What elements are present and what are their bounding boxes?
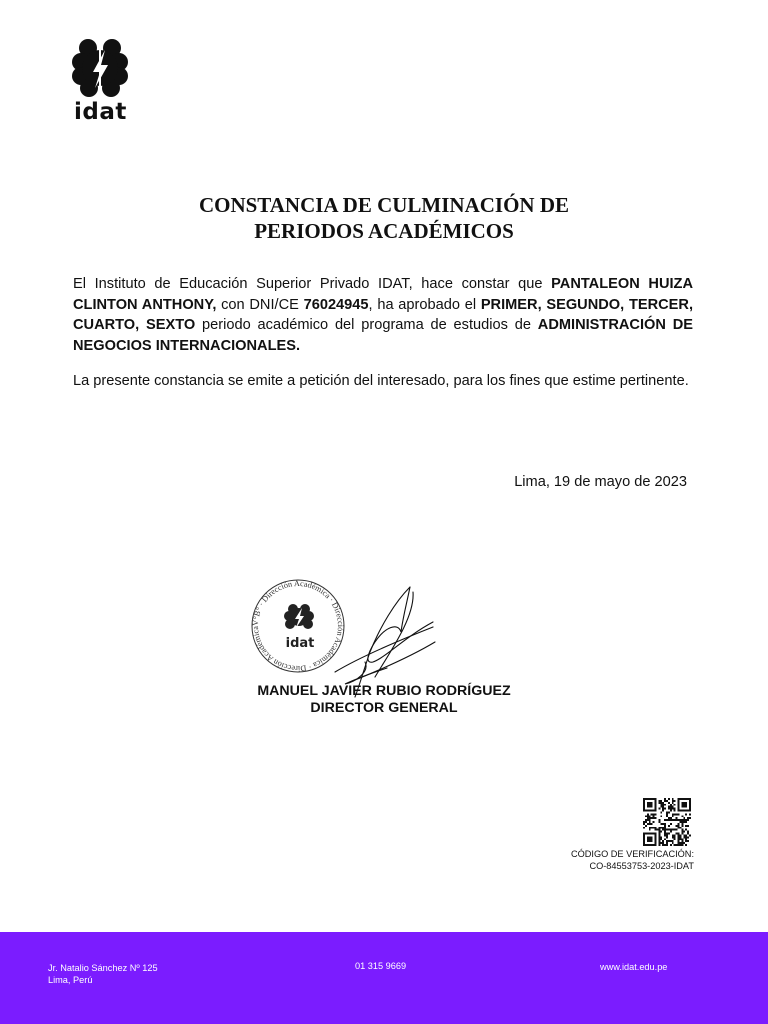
footer-bar bbox=[0, 932, 768, 1024]
verification-code: CO-84553753-2023-IDAT bbox=[589, 861, 694, 871]
verification-block bbox=[571, 848, 694, 872]
signer-name: MANUEL JAVIER RUBIO RODRÍGUEZ bbox=[257, 683, 511, 699]
qr-code[interactable] bbox=[643, 798, 691, 851]
idat-logo bbox=[70, 38, 132, 125]
idat-brain-bolt-icon bbox=[72, 38, 128, 100]
approved-periods: PRIMER, SEGUNDO, TERCER, CUARTO, SEXTO bbox=[73, 296, 693, 333]
footer-address-line-2: Lima, Perú bbox=[48, 975, 93, 985]
dni-number: 76024945 bbox=[303, 296, 369, 313]
seal-logo-text: idat bbox=[285, 636, 315, 651]
issue-date: Lima, 19 de mayo de 2023 bbox=[514, 474, 687, 490]
program-name: ADMINISTRACIÓN DE NEGOCIOS INTERNACIONALES. bbox=[73, 317, 693, 354]
purpose-paragraph: La presente constancia se emite a petición del interesado, para los fines que estime pertinente. bbox=[73, 373, 689, 389]
footer-website[interactable]: www.idat.edu.pe bbox=[600, 962, 668, 972]
signer-block bbox=[0, 683, 768, 717]
body-text: , ha aprobado el bbox=[368, 296, 481, 313]
body-text: El Instituto de Educación Superior Privado IDAT, hace constar que bbox=[73, 276, 552, 292]
verification-label: CÓDIGO DE VERIFICACIÓN: bbox=[570, 849, 694, 859]
seal-ring-text: V°B° · Dirección Académica · Dirección Académica · Dirección Académica bbox=[250, 578, 346, 674]
title-line-2: PERIODOS ACADÉMICOS bbox=[254, 219, 514, 243]
footer-phone: 01 315 9669 bbox=[355, 961, 407, 971]
body-text: periodo académico del programa de estudios de bbox=[195, 317, 538, 333]
footer-address bbox=[48, 962, 158, 986]
document-title bbox=[0, 192, 768, 244]
body-text: con DNI/CE bbox=[216, 296, 304, 313]
title-line-1: CONSTANCIA DE CULMINACIÓN DE bbox=[198, 193, 570, 217]
certification-paragraph bbox=[73, 274, 693, 356]
student-name: PANTALEON HUIZA CLINTON ANTHONY, bbox=[73, 276, 694, 313]
signer-role: DIRECTOR GENERAL bbox=[310, 700, 458, 716]
footer-address-line-1: Jr. Natalio Sánchez Nº 125 bbox=[48, 963, 158, 973]
logo-text: idat bbox=[74, 99, 127, 125]
